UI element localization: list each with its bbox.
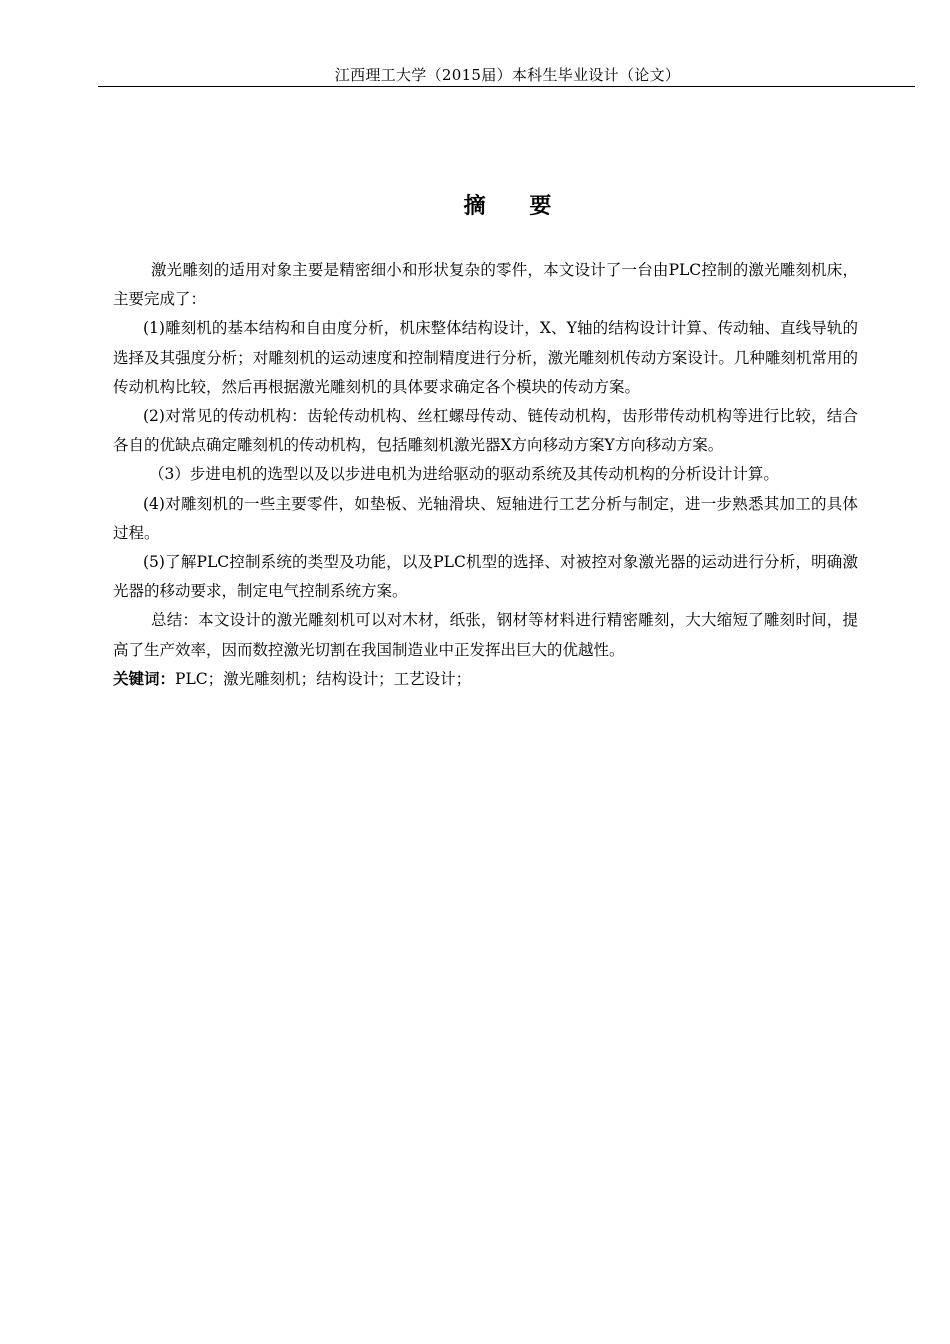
abstract-body [113, 256, 858, 694]
abstract-paragraph-1: (1)雕刻机的基本结构和自由度分析，机床整体结构设计，X、Y轴的结构设计计算、传动轴、直线导轨的选择及其强度分析；对雕刻机的运动速度和控制精度进行分析，激光雕刻机传动方案设计。几种雕刻机常用的传动机构比较，然后再根据激光雕刻机的具体要求确定各个模块的传动方案。 [113, 319, 858, 396]
abstract-paragraph-intro: 激光雕刻的适用对象主要是精密细小和形状复杂的零件，本文设计了一台由PLC控制的激光雕刻机床，主要完成了： [113, 261, 858, 309]
running-header: 江西理工大学（2015届）本科生毕业设计（论文） [334, 66, 681, 84]
abstract-paragraph-4: (4)对雕刻机的一些主要零件，如垫板、光轴滑块、短轴进行工艺分析与制定，进一步熟悉其加工的具体过程。 [113, 494, 858, 542]
abstract-paragraph-5: (5)了解PLC控制系统的类型及功能，以及PLC机型的选择、对被控对象激光器的运动进行分析，明确激光器的移动要求，制定电气控制系统方案。 [113, 553, 858, 601]
keywords-line [113, 665, 858, 694]
abstract-paragraph-2: (2)对常见的传动机构：齿轮传动机构、丝杠螺母传动、链传动机构，齿形带传动机构等进行比较，结合各自的优缺点确定雕刻机的传动机构，包括雕刻机激光器X方向移动方案Y方向移动方案。 [113, 407, 858, 455]
abstract-title: 摘 要 [463, 194, 570, 219]
keywords-text: PLC；激光雕刻机；结构设计；工艺设计； [175, 669, 472, 688]
abstract-paragraph-3: （3）步进电机的选型以及以步进电机为进给驱动的驱动系统及其传动机构的分析设计计算。 [149, 465, 779, 484]
abstract-paragraph-summary: 总结：本文设计的激光雕刻机可以对木材，纸张，钢材等材料进行精密雕刻，大大缩短了雕刻时间，提高了生产效率，因而数控激光切割在我国制造业中正发挥出巨大的优越性。 [113, 611, 858, 659]
header-rule [98, 86, 915, 87]
keywords-label: 关键词： [113, 669, 176, 688]
